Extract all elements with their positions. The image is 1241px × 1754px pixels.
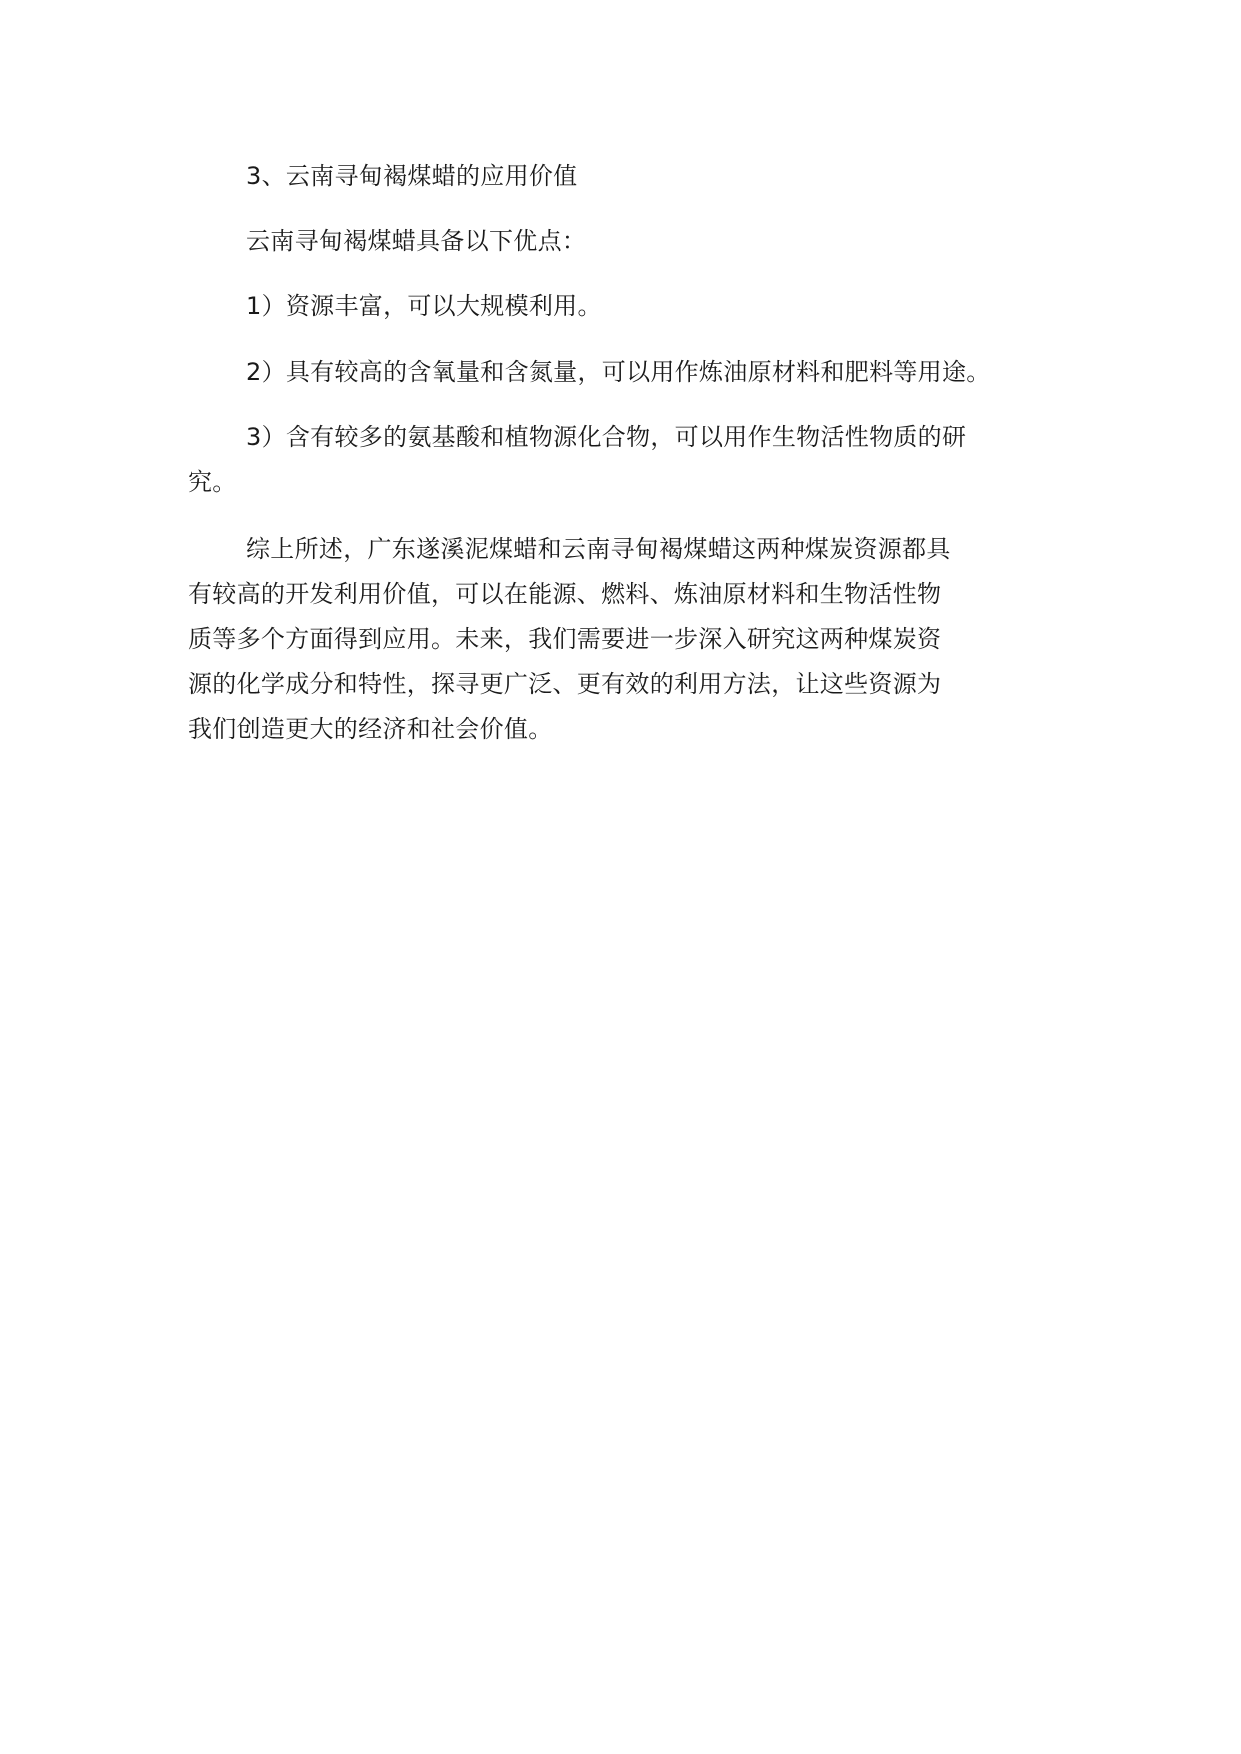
conclusion-line-1: 综上所述，广东遂溪泥煤蜡和云南寻甸褐煤蜡这两种煤炭资源都具	[246, 535, 951, 563]
conclusion-line-4: 源的化学成分和特性，探寻更广泛、更有效的利用方法，让这些资源为	[188, 670, 942, 698]
list-item-1: 1）资源丰富，可以大规模利用。	[246, 292, 602, 320]
list-item-3-continuation: 究。	[188, 468, 237, 496]
intro-paragraph: 云南寻甸褐煤蜡具备以下优点：	[246, 227, 587, 255]
conclusion-line-5: 我们创造更大的经济和社会价值。	[188, 715, 553, 743]
conclusion-line-2: 有较高的开发利用价值，可以在能源、燃料、炼油原材料和生物活性物	[188, 580, 942, 608]
list-item-3: 3）含有较多的氨基酸和植物源化合物，可以用作生物活性物质的研	[246, 423, 967, 451]
section-heading: 3、云南寻甸褐煤蜡的应用价值	[246, 162, 578, 190]
conclusion-line-3: 质等多个方面得到应用。未来，我们需要进一步深入研究这两种煤炭资	[188, 625, 942, 653]
list-item-2: 2）具有较高的含氧量和含氮量，可以用作炼油原材料和肥料等用途。	[246, 358, 991, 386]
